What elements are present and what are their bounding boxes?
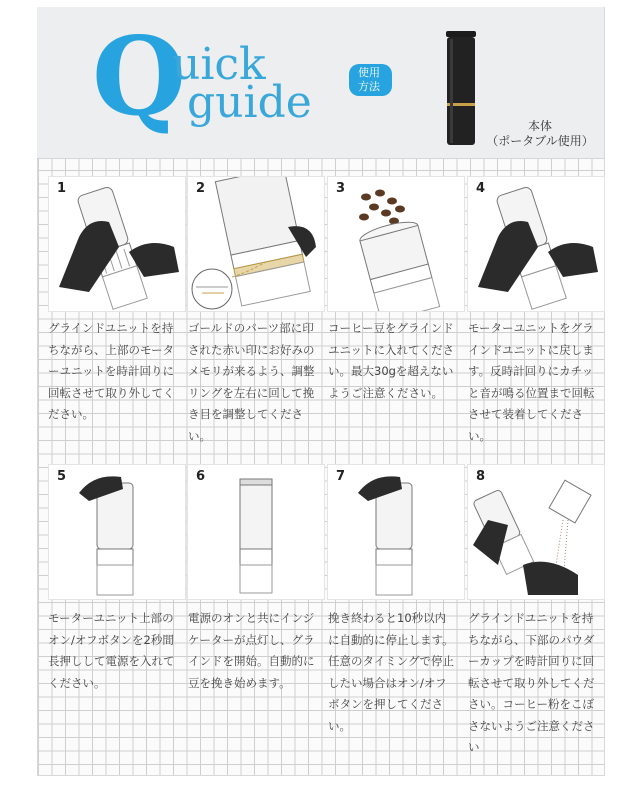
step-7-number: 7 xyxy=(336,469,346,484)
step-6-number: 6 xyxy=(196,469,206,484)
step-3-number: 3 xyxy=(336,181,346,196)
attach-motor-icon xyxy=(468,177,604,311)
step-3-text: コーヒー豆をグラインドユニットに入れてください。最大30gを超えないようご注意ください。 xyxy=(328,321,455,400)
step-1-text: グラインドユニットを持ちながら、上部のモーターユニットを時計回りに回転させて取り外してください。 xyxy=(48,321,175,421)
body-caption-line1: 本体 xyxy=(527,119,552,133)
hands-grinder-icon xyxy=(49,177,185,311)
step-5-text: モーターユニット上部のオン/オフボタンを2秒間長押しして電源を入れてください。 xyxy=(48,611,175,690)
header-banner xyxy=(37,7,604,159)
usage-badge: 使用方法 xyxy=(349,64,392,96)
step-5-illustration xyxy=(48,464,186,600)
step-5-number: 5 xyxy=(57,469,67,484)
step-2-number: 2 xyxy=(196,181,206,196)
grinding-indicator-icon xyxy=(188,465,324,599)
logo-word-guide: guide xyxy=(187,77,312,128)
step-8-text: グラインドユニットを持ちながら、下部のパウダーカップを時計回りに回転させて取り外してください。コーヒー粉をこぼさないようご注意ください xyxy=(468,611,595,754)
step-8-number: 8 xyxy=(476,469,486,484)
stop-button-press-icon xyxy=(328,465,464,599)
adjust-ring-icon xyxy=(188,177,324,311)
step-6-illustration xyxy=(187,464,325,600)
step-8-illustration xyxy=(467,464,605,600)
coffee-beans-icon xyxy=(328,177,464,311)
logo-word-quick: uick xyxy=(172,39,266,90)
logo-letter-q: Q xyxy=(92,14,187,140)
step-2-text: ゴールドのパーツ部に印された赤い印にお好みのメモリが来るよう、調整リングを左右に回して挽き目を調整してください。 xyxy=(188,321,315,443)
step-1-illustration xyxy=(48,176,186,312)
step-1-number: 1 xyxy=(57,181,67,196)
step-4-illustration xyxy=(467,176,605,312)
step-6-text: 電源のオンと共にインジケーターが点灯し、グラインドを開始。自動的に豆を挽き始めます。 xyxy=(188,611,315,690)
body-caption-line2: （ポータブル使用） xyxy=(486,134,594,148)
quick-guide-logo xyxy=(92,7,392,157)
step-7-illustration xyxy=(327,464,465,600)
step-2-illustration xyxy=(187,176,325,312)
step-7-text: 挽き終わると10秒以内に自動的に停止します。任意のタイミングで停止したい場合はオン/オフボタンを押してください。 xyxy=(328,611,455,733)
power-button-press-icon xyxy=(49,465,185,599)
powder-cup-icon xyxy=(468,465,604,599)
step-3-illustration xyxy=(327,176,465,312)
step-4-text: モーターユニットをグラインドユニットに戻します。反時計回りにカチッと音が鳴る位置まで回転させて装着してください。 xyxy=(468,321,595,443)
step-4-number: 4 xyxy=(476,181,486,196)
body-caption xyxy=(475,119,605,149)
